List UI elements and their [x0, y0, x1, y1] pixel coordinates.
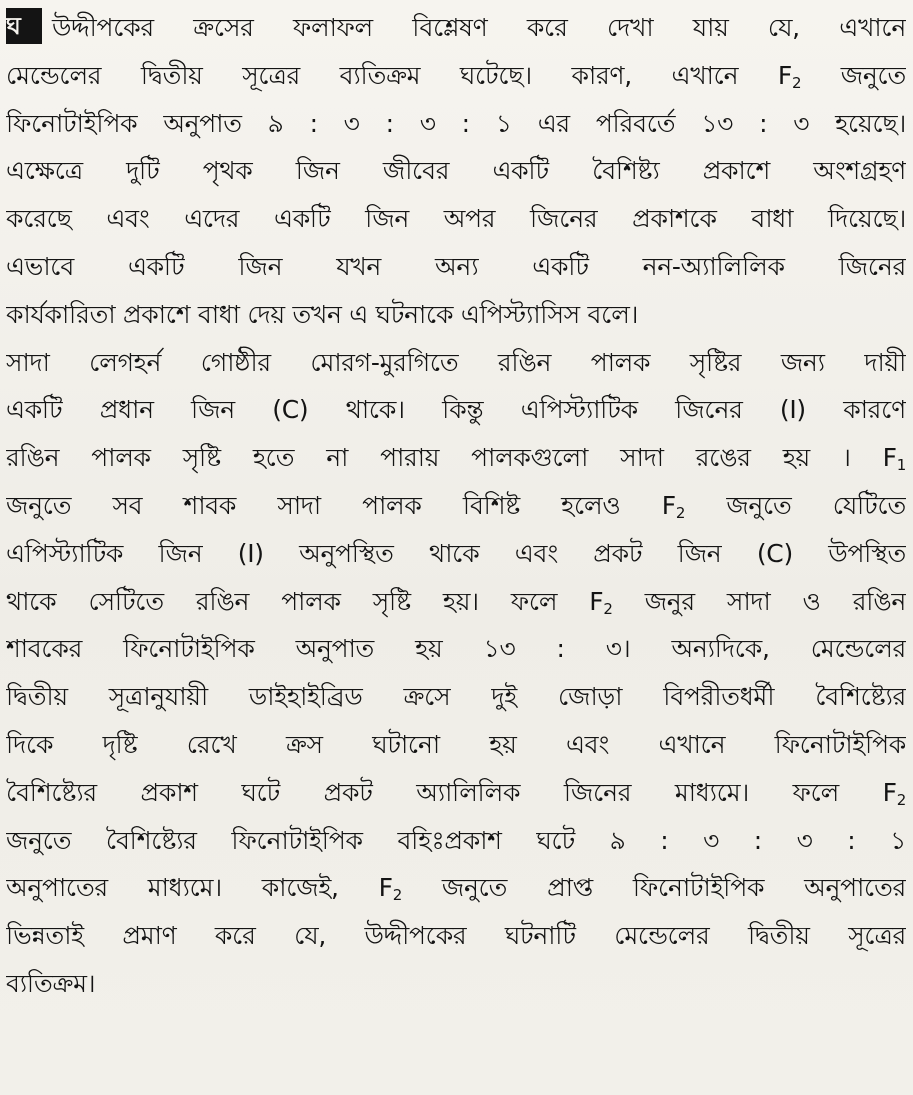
text-line: দ্বিতীয় সূত্রানুযায়ী ডাইহাইব্রিড ক্রসে দুই জোড়া বিপরীতধর্মী বৈশিষ্ট্যের: [6, 682, 906, 712]
text-line: [6, 578, 906, 626]
text-line: জনুতে বৈশিষ্ট্যের ফিনোটাইপিক বহিঃপ্রকাশ ঘটে ৯ : ৩ : ৩ : ১: [6, 825, 906, 855]
text-span: থাকে সেটিতে রঙিন পালক সৃষ্টি হয়। ফলে F: [6, 586, 604, 616]
text-line: [6, 434, 906, 482]
text-span: জনুতে যেটিতে: [685, 490, 906, 520]
text-span: অনুপাতের মাধ্যমে। কাজেই, F: [6, 873, 393, 903]
text-line: [6, 864, 906, 912]
answer-label-badge: ঘ: [6, 8, 42, 44]
text-line: এপিস্ট্যাটিক জিন (I) অনুপস্থিত থাকে এবং প্রকট জিন (C) উপস্থিত: [6, 538, 906, 568]
text-line: [6, 769, 906, 817]
answer-text: [6, 4, 906, 1008]
text-span: জনুর সাদা ও রঙিন: [612, 586, 906, 616]
text-line: এক্ষেত্রে দুটি পৃথক জিন জীবের একটি বৈশিষ্ট্য প্রকাশে অংশগ্রহণ: [6, 156, 906, 186]
subscript: 2: [603, 599, 613, 618]
text-span: মেন্ডেলের দ্বিতীয় সূত্রের ব্যতিক্রম ঘটেছে। কারণ, এখানে F: [6, 60, 792, 90]
text-line: শাবকের ফিনোটাইপিক অনুপাত হয় ১৩ : ৩। অন্যদিকে, মেন্ডেলের: [6, 634, 906, 664]
text-line: ফিনোটাইপিক অনুপাত ৯ : ৩ : ৩ : ১ এর পরিবর্তে ১৩ : ৩ হয়েছে।: [6, 108, 906, 138]
subscript: 2: [791, 73, 802, 92]
text-line: কার্যকারিতা প্রকাশে বাধা দেয় তখন এ ঘটনাকে এপিস্ট্যাসিস বলে।: [6, 299, 639, 329]
text-span: জনুতে সব শাবক সাদা পালক বিশিষ্ট হলেও F: [6, 490, 676, 520]
text-line: এভাবে একটি জিন যখন অন্য একটি নন-অ্যালিলিক জিনের: [6, 251, 906, 281]
subscript: 2: [392, 886, 402, 905]
text-line: দিকে দৃষ্টি রেখে ক্রস ঘটানো হয় এবং এখানে ফিনোটাইপিক: [6, 729, 906, 759]
text-line: ব্যতিক্রম।: [6, 968, 96, 998]
text-line: করেছে এবং এদের একটি জিন অপর জিনের প্রকাশকে বাধা দিয়েছে।: [6, 204, 906, 234]
text-line: [6, 52, 906, 100]
text-line: ভিন্নতাই প্রমাণ করে যে, উদ্দীপকের ঘটনাটি মেন্ডেলের দ্বিতীয় সূত্রের: [6, 921, 906, 951]
text-span: জনুতে: [801, 60, 906, 90]
text-line: [6, 482, 906, 530]
subscript: 1: [896, 456, 906, 475]
text-line: একটি প্রধান জিন (C) থাকে। কিন্তু এপিস্ট্যাটিক জিনের (I) কারণে: [6, 395, 906, 425]
text-span: বৈশিষ্ট্যের প্রকাশ ঘটে প্রকট অ্যালিলিক জিনের মাধ্যমে। ফলে F: [6, 777, 897, 807]
text-span: জনুতে প্রাপ্ত ফিনোটাইপিক অনুপাতের: [401, 873, 906, 903]
text-span: উদ্দীপকের ক্রসের ফলাফল বিশ্লেষণ করে দেখা যায় যে, এখানে: [52, 13, 906, 42]
text-line: সাদা লেগহর্ন গোষ্ঠীর মোরগ-মুরগিতে রঙিন পালক সৃষ্টির জন্য দায়ী: [6, 347, 906, 377]
text-span: রঙিন পালক সৃষ্টি হতে না পারায় পালকগুলো সাদা রঙের হয় । F: [6, 443, 897, 473]
subscript: 2: [896, 790, 906, 809]
text-line: [6, 4, 906, 52]
subscript: 2: [675, 503, 686, 522]
